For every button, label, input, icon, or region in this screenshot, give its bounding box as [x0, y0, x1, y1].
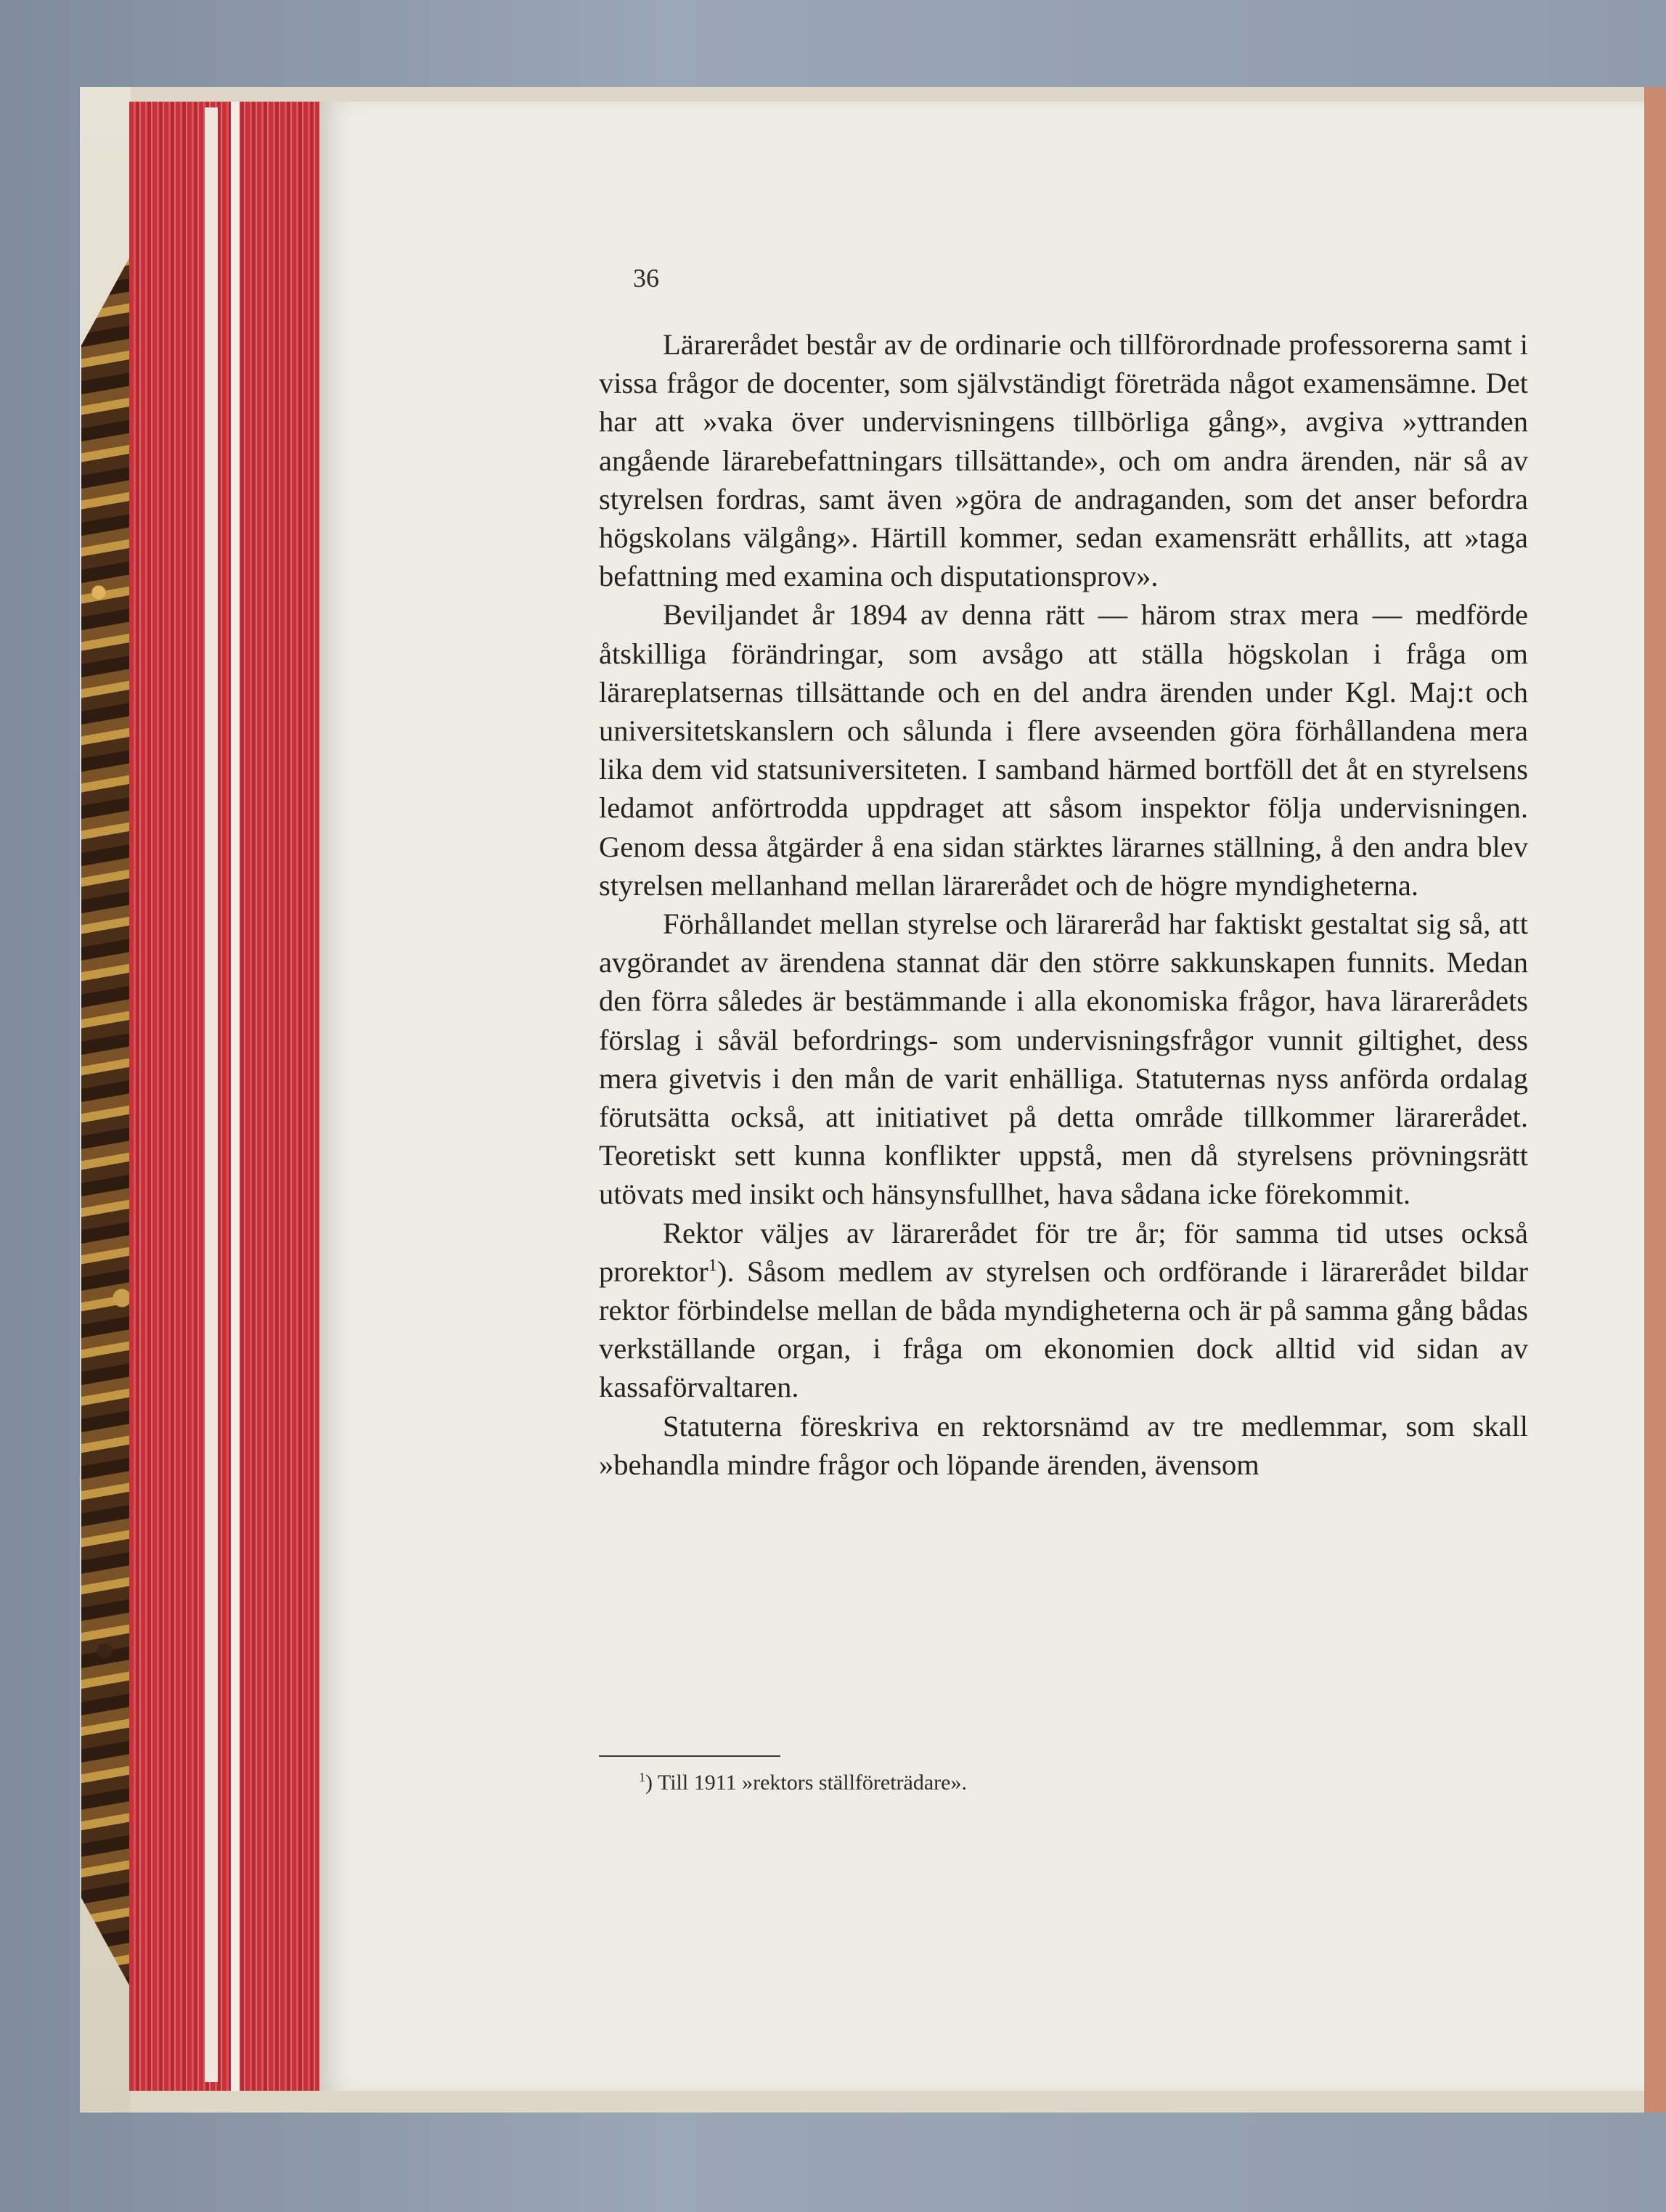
paragraph-1: Lärarerådet består av de ordinarie och tillförordnade professorerna samt i vissa frågor de docenter, som självständigt företräda något examensämne. Det har att »vaka över undervisningens tillbörliga gång», avgiva »yttranden angående lärarebefattningars tillsättande», och om andra ärenden, när så av styrelsen fordras, samt även »göra de andraganden, som det anser befordra högskolans välgång». Härtill kommer, sedan examensrätt erhållits, att »taga befattning med examina och disputationsprov».	[599, 328, 1528, 593]
footnote-rule	[599, 1755, 780, 1757]
footnote	[639, 1768, 967, 1797]
footnote-reference: 1	[708, 1255, 717, 1276]
body-text	[599, 325, 1528, 1484]
footnote-text: ) Till 1911 »rektors ställföreträdare».	[645, 1771, 967, 1795]
page-edge-gap	[205, 107, 218, 2082]
paragraph-4: Rektor väljes av lärarerådet för tre år; för samma tid utses också prorektor$^1$). Såsom medlem av styrelsen och ordförande i lärarerådet bildar rektor förbindelse mellan de båda myndigheterna och är på samma gång bådas verkställande organ, i fråga om ekonomien dock alltid vid sidan av kassaförvaltaren.	[599, 1216, 1528, 1404]
paragraph-2: Beviljandet år 1894 av denna rätt — härom strax mera — medförde åtskilliga förändringar, som avsågo att ställa högskolan i fråga om lärareplatsernas tillsättande och en del andra ärenden under Kgl. Maj:t och universitetskanslern och sålunda i flere avseenden göra förhållandena mera lika dem vid statsuniversiteten. I samband härmed bortföll det åt en styrelsens ledamot anförtrodda uppdraget att såsom inspektor följa undervisningen. Genom dessa åtgärder å ena sidan stärktes lärarnes ställning, å den andra blev styrelsen mellanhand mellan lärarerådet och de högre myndigheterna.	[599, 598, 1528, 902]
cover-right-edge	[1644, 87, 1666, 2113]
page-edge-gap	[231, 102, 240, 2091]
paragraph-3: Förhållandet mellan styrelse och lärareråd har faktiskt gestaltat sig så, att avgörandet av ärendena stannat där den större sakkunskapen funnits. Medan den förra således är bestämmande i alla ekonomiska frågor, hava lärarerådets förslag i såväl befordrings- som undervisningsfrågor vunnit giltighet, dess mera givetvis i den mån de varit enhälliga. Statuternas nyss anförda ordalag förutsätta också, att initiativet på detta område tillkommer lärarerådet. Teoretiskt sett kunna konflikter uppstå, men då styrelsens prövningsrätt utövats med insikt och hänsynsfullhet, hava sådana icke förekommit.	[599, 907, 1528, 1211]
paragraph-5: Statuterna föreskriva en rektorsnämd av tre medlemmar, som skall »behandla mindre frågor och löpande ärenden, ävensom	[599, 1409, 1528, 1481]
footnote-marker: 1	[639, 1770, 645, 1784]
page-number: 36	[633, 264, 659, 293]
